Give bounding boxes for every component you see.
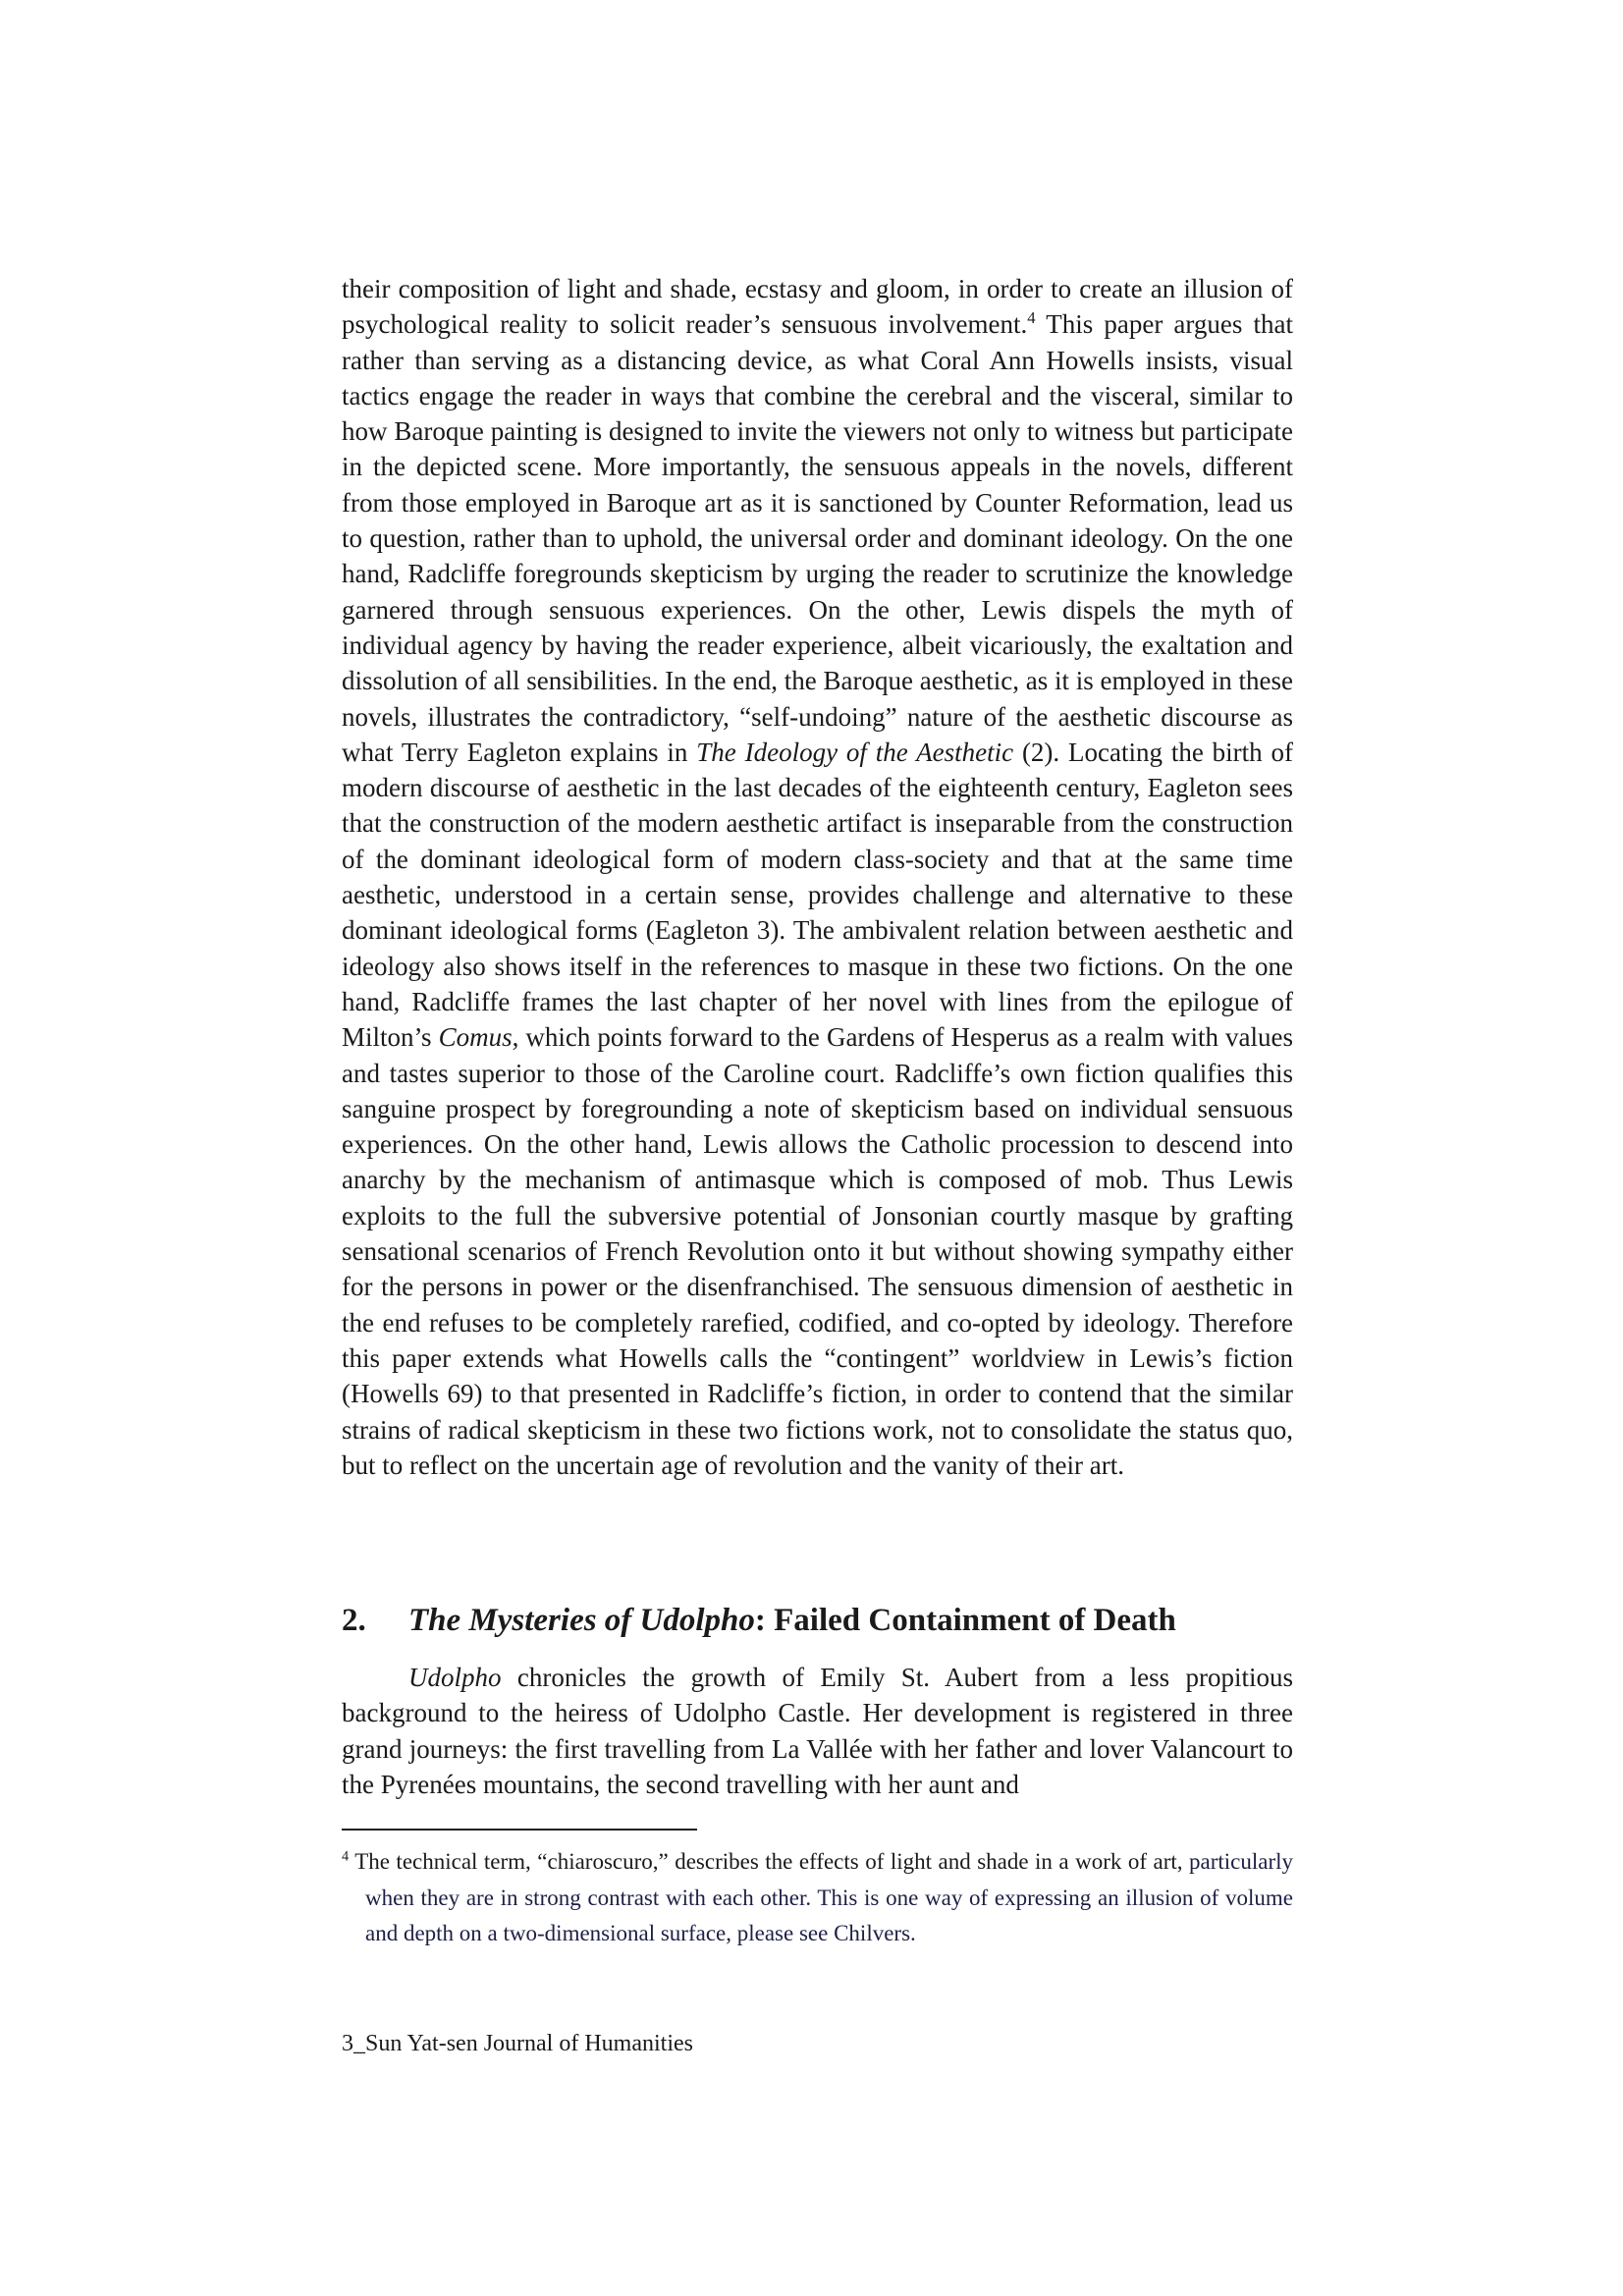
paragraph-text: chronicles the growth of Emily St. Aubert from a less propitious background to the heiress of Udolpho Castle. Her development is registered in three grand journeys: the first travelling from La Vallée with her father and lover Valancourt to the Pyrenées mountains, the second travelling with her aunt and xyxy=(342,1663,1293,1799)
book-title: The Ideology of the Aesthetic xyxy=(696,737,1014,767)
footnote-divider xyxy=(342,1829,697,1831)
section-heading xyxy=(342,1601,1293,1640)
paragraph-text: (2). Locating the birth of modern discourse of aesthetic in the last decades of the eighteenth century, Eagleton sees that the construction of the modern aesthetic artifact is inseparable from the construction of the dominant ideological form of modern class-society and that at the same time aesthetic, understood in a certain sense, provides challenge and alternative to these dominant ideological forms (Eagleton 3). The ambivalent relation between aesthetic and ideology also shows itself in the references to masque in these two fictions. On the one hand, Radcliffe frames the last chapter of her novel with lines from the epilogue of Milton’s xyxy=(342,737,1294,1053)
footnote-reference[interactable]: 4 xyxy=(1027,308,1036,328)
paragraph-text: , which points forward to the Gardens of Hesperus as a realm with values and tastes superior to those of the Caroline court. Radcliffe’s own fiction qualifies this sanguine prospect by foregrounding a note of skepticism based on individual sensuous experiences. On the other hand, Lewis allows the Catholic procession to descend into anarchy by the mechanism of antimasque which is composed of mob. Thus Lewis exploits to the full the subversive potential of Jonsonian courtly masque by grafting sensational scenarios of French Revolution onto it but without showing sympathy either for the persons in power or the disenfranchised. The sensuous dimension of aesthetic in the end refuses to be completely rarefied, codified, and co-opted by ideology. Therefore this paper extends what Howells calls the “contingent” worldview in Lewis’s fiction (Howells 69) to that presented in Radcliffe’s fiction, in order to contend that the similar strains of radical skepticism in these two fictions work, not to consolidate the status quo, but to reflect on the uncertain age of revolution and the vanity of their art. xyxy=(342,1022,1294,1480)
body-paragraph xyxy=(342,1660,1293,1802)
page-footer: 3_Sun Yat-sen Journal of Humanities xyxy=(342,2031,693,2056)
footnote-text-continued: particularly when they are in strong contrast with each other. This is one way of expressing an illusion of volume and depth on a two-dimensional surface, please see Chilvers. xyxy=(365,1849,1293,1945)
section-title-rest: : Failed Containment of Death xyxy=(754,1603,1176,1638)
footnote-text: The technical term, “chiaroscuro,” describes the effects of light and shade in a work of art, xyxy=(349,1849,1189,1874)
footnote-body xyxy=(342,1844,1293,1952)
section-title-italic: The Mysteries of Udolpho xyxy=(408,1603,755,1638)
paragraph-text: This paper argues that rather than serving as a distancing device, as what Coral Ann Howells insists, visual tactics engage the reader in ways that combine the cerebral and the visceral, similar to how Baroque painting is designed to invite the viewers not only to witness but participate in the depicted scene. More importantly, the sensuous appeals in the novels, different from those employed in Baroque art as it is sanctioned by Counter Reformation, lead us to question, rather than to uphold, the universal order and dominant ideology. On the one hand, Radcliffe foregrounds skepticism by urging the reader to scrutinize the knowledge garnered through sensuous experiences. On the other, Lewis dispels the myth of individual agency by having the reader experience, albeit vicariously, the exaltation and dissolution of all sensibilities. In the end, the Baroque aesthetic, as it is employed in these novels, illustrates the contradictory, “self-undoing” nature of the aesthetic discourse as what Terry Eagleton explains in xyxy=(342,309,1293,767)
footnote xyxy=(342,1844,1293,1952)
section-number: 2. xyxy=(342,1603,366,1638)
paragraph-text: their composition of light and shade, ecstasy and gloom, in order to create an illusion of psychological reality to solicit reader’s sensuous involvement. xyxy=(342,274,1293,340)
body-paragraph xyxy=(342,271,1293,1483)
footnote-marker: 4 xyxy=(342,1848,350,1865)
novel-title: Udolpho xyxy=(408,1663,502,1692)
work-title: Comus xyxy=(438,1022,513,1053)
